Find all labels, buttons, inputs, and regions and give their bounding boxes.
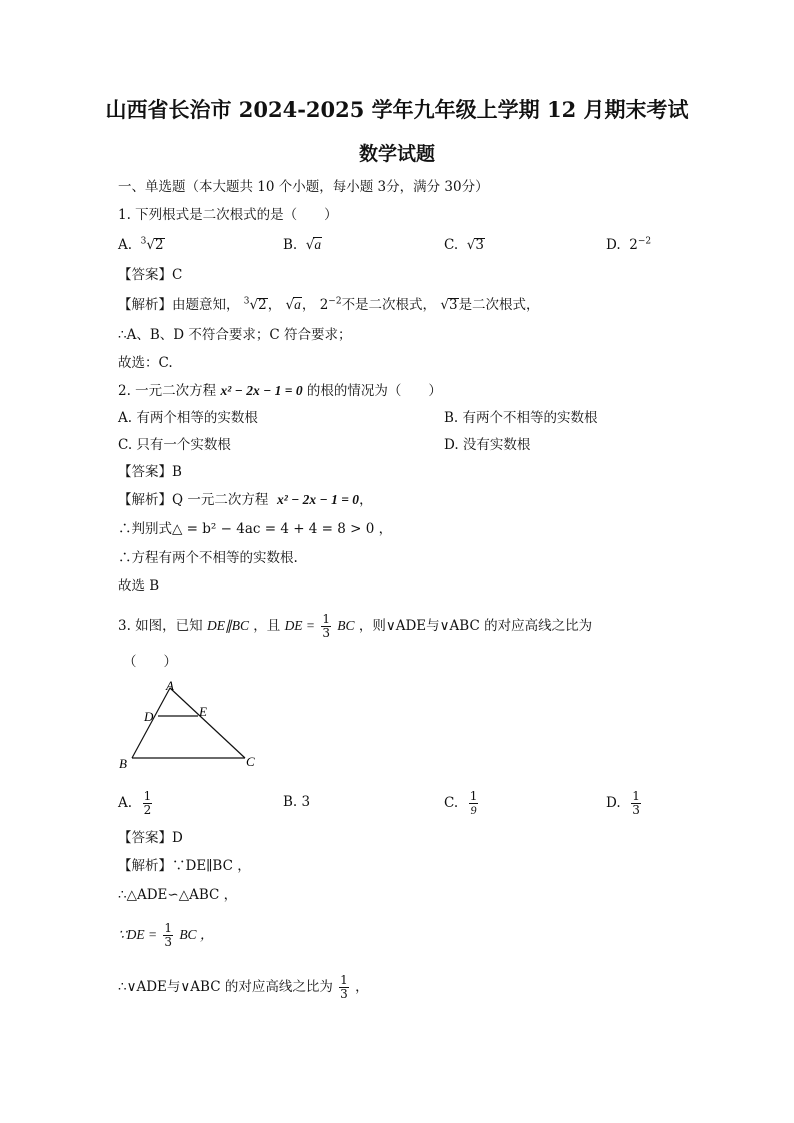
side-ac [170,688,245,758]
q3-paren: （ ） [123,654,177,670]
q1-option-a: A. $^3$√2 [118,236,164,253]
q3-explanation-line4: ∴∨ADE与∨ABC 的对应高线之比为 $\frac{1}{3}$ ， [118,973,369,1001]
label-b: B [119,756,127,771]
q3-explanation-line2: ∴△ADE∽△ABC ， [118,887,238,903]
q1-option-c: C. √3 [444,237,484,253]
label-d: D [144,709,154,724]
q2-explanation-line4: 故选 B [118,578,160,594]
q2-explanation-line3: ∴方程有两个不相等的实数根. [118,550,298,566]
q3-option-d: D. $\frac{1}{3}$ [606,789,640,817]
q2-stem: 2. 一元二次方程 x² − 2x − 1 = 0 的根的情况为（ ） [118,383,442,399]
q3-explanation-line1: 【解析】∵DE∥BC ， [118,858,251,874]
page-subtitle: 数学试题 [358,143,435,165]
q1-option-d: D. $2^{-2}$ [606,236,652,253]
q2-explanation-line2: ∴判别式△ = b² − 4ac = 4 + 4 = 8 > 0 ， [118,521,393,537]
q2-option-b: B. 有两个不相等的实数根 [444,410,598,426]
q1-explanation-line1: 【解析】由题意知， $^3$√2， √a， $2^{-2}$不是二次根式， √3是二次根式， [118,296,540,313]
q1-explanation-line3: 故选：C. [118,355,173,371]
q3-answer: 【答案】D [118,830,183,846]
q3-stem: 3. 如图，已知 DE∥BC ，且 DE = $\frac{1}{3}$ BC ，则∨ADE与∨ABC 的对应高线之比为 [118,612,593,640]
q3-option-a: A. $\frac{1}{2}$ [118,789,152,817]
q3-option-b: B. 3 [283,794,311,810]
q3-explanation-line3: ∵DE = $\frac{1}{3}$ BC ， [118,921,214,949]
q2-option-c: C. 只有一个实数根 [118,437,231,453]
section-heading: 一、单选题（本大题共 10 个小题，每小题 3分，满分 30分） [118,179,489,195]
q1-explanation-line2: ∴A、B、D 不符合要求；C 符合要求； [118,327,352,343]
label-a: A [166,678,174,693]
q1-option-b: B. √a [283,237,322,253]
q1-stem: 1. 下列根式是二次根式的是（ ） [118,207,338,223]
page-title: 山西省长治市 2024-2025 学年九年级上学期 12 月期末考试 [105,97,689,122]
q2-answer: 【答案】B [118,464,182,480]
q2-option-d: D. 没有实数根 [444,437,531,453]
q1-answer: 【答案】C [118,267,183,283]
label-c: C [246,754,255,769]
q2-option-a: A. 有两个相等的实数根 [118,410,258,426]
q3-triangle-figure [115,678,265,773]
q3-option-c: C. $\frac{1}{9}$ [444,789,478,817]
label-e: E [199,704,207,719]
q2-explanation-line1: 【解析】Q 一元二次方程 x² − 2x − 1 = 0， [118,492,373,508]
q3-stem-fraction: $\frac{1}{3}$ [322,612,330,640]
